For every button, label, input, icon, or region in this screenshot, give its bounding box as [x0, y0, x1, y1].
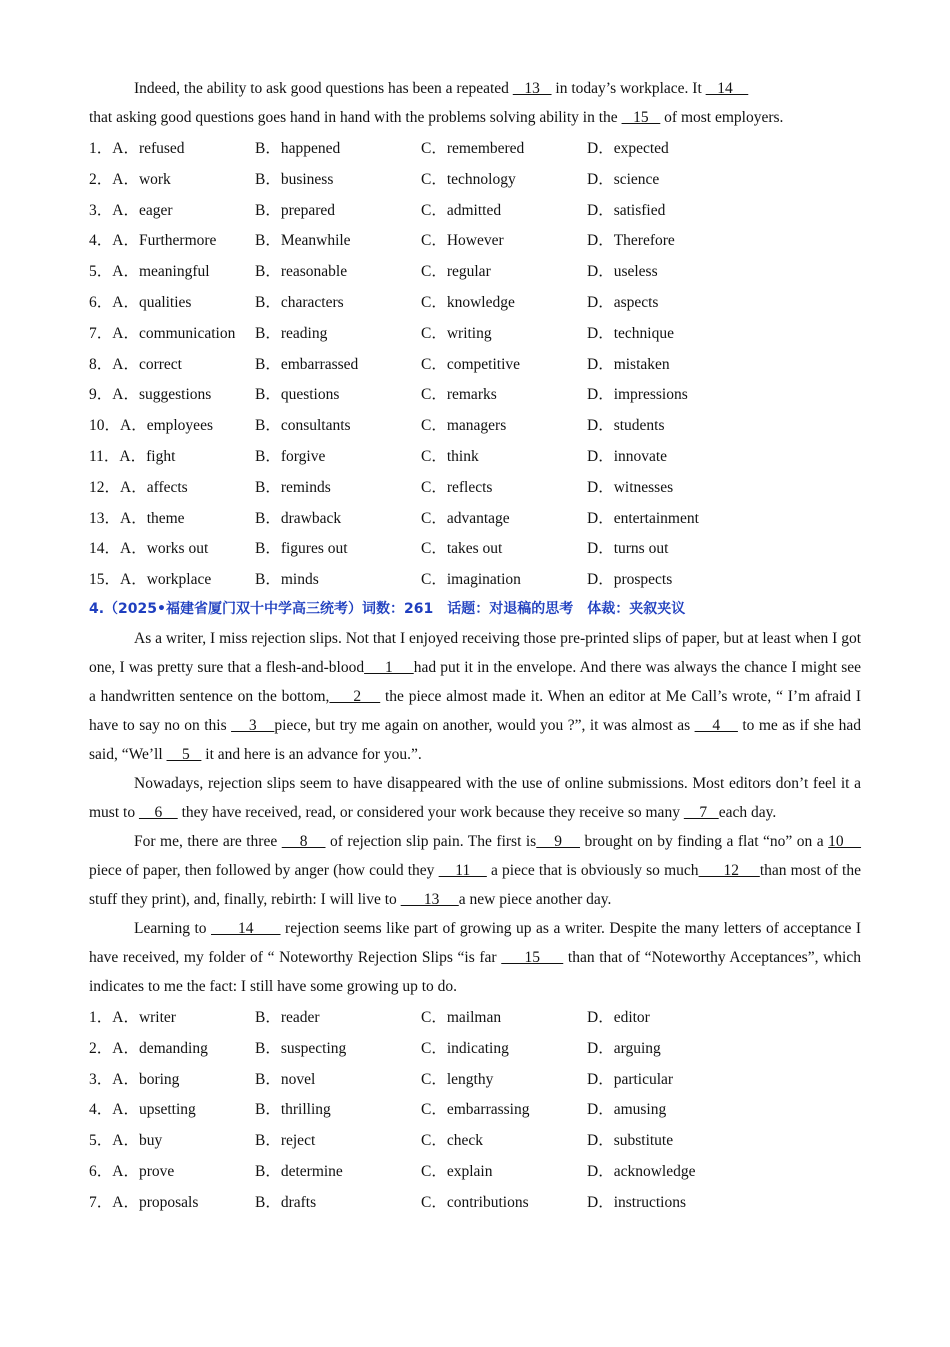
- option-c: C．embarrassing: [421, 1101, 530, 1119]
- option-b: B．determine: [255, 1162, 343, 1180]
- option-row: [89, 1065, 861, 1096]
- passage-text: As a writer, I miss rejection slips. Not that I enjoyed receiving those pre-printed slips of paper, but at least when I got one, I was pretty sure that a flesh-and-blood: [89, 629, 861, 676]
- passage-text: that asking good questions goes hand in hand with the problems solving ability in the: [89, 109, 622, 126]
- passage-text: Nowadays, rejection slips seem to have disappeared with the use of online submissions. Most editors don’t feel it a must to: [89, 774, 861, 821]
- option-c: C．technology: [421, 170, 516, 188]
- answer-blank: 10: [828, 832, 862, 850]
- answer-blank: 13: [512, 80, 552, 97]
- option-d: D．innovate: [587, 447, 668, 465]
- passage-text: piece of paper, then followed by anger (how could they: [89, 861, 439, 879]
- option-b: B．reasonable: [255, 263, 348, 281]
- option-row: [89, 473, 861, 504]
- option-a: 15．A．workplace: [89, 571, 212, 589]
- option-c: C．lengthy: [421, 1070, 494, 1088]
- passage-text: the piece almost made it. When an editor at Me Call’s wrote, “ I’m afraid I have to say no on this: [89, 687, 861, 734]
- option-d: D．witnesses: [587, 478, 674, 496]
- option-b: B．drawback: [255, 509, 342, 527]
- option-a: 14．A．works out: [89, 540, 209, 558]
- option-a: 12．A．affects: [89, 478, 188, 496]
- option-b: B．reading: [255, 324, 328, 342]
- option-a: 10．A．employees: [89, 417, 213, 435]
- answer-blank: 5: [166, 745, 202, 763]
- passage-text: each day.: [718, 803, 777, 821]
- answer-blank: 15: [621, 109, 661, 126]
- option-row: [89, 1095, 861, 1126]
- answer-blank: 2: [329, 687, 381, 705]
- answer-blank: 12: [698, 861, 760, 879]
- option-d: D．instructions: [587, 1193, 687, 1211]
- option-row: [89, 411, 861, 442]
- option-d: D．students: [587, 417, 665, 435]
- option-a: 1．A．writer: [89, 1008, 176, 1026]
- passage-text: a piece that is obviously so much: [486, 861, 699, 879]
- option-b: B．thrilling: [255, 1101, 331, 1119]
- option-c: C．imagination: [421, 571, 521, 589]
- option-d: D．technique: [587, 324, 674, 342]
- option-c: C．advantage: [421, 509, 510, 527]
- option-a: 2．A．demanding: [89, 1039, 208, 1057]
- option-row: [89, 196, 861, 227]
- passage-text: brought on by finding a flat “no” on a: [579, 832, 829, 850]
- option-b: B．happened: [255, 140, 341, 157]
- option-b: B．forgive: [255, 447, 326, 465]
- option-c: C．competitive: [421, 355, 521, 373]
- option-row: [89, 442, 861, 473]
- option-c: C．regular: [421, 263, 491, 281]
- option-row: [89, 350, 861, 381]
- option-row: [89, 534, 861, 565]
- option-d: D．Therefore: [587, 232, 675, 250]
- option-c: C．takes out: [421, 540, 503, 558]
- option-b: B．drafts: [255, 1193, 317, 1211]
- option-b: B．minds: [255, 571, 319, 589]
- passage-text: of rejection slip pain. The first is: [325, 832, 537, 850]
- option-row: [89, 257, 861, 288]
- answer-blank: 11: [438, 861, 487, 879]
- option-row: [89, 319, 861, 350]
- option-row: [89, 134, 861, 165]
- option-d: D．mistaken: [587, 355, 670, 373]
- option-a: 5．A．buy: [89, 1132, 163, 1150]
- option-d: D．expected: [587, 140, 669, 157]
- option-d: D．prospects: [587, 571, 673, 589]
- option-a: 1．A．refused: [89, 140, 185, 157]
- option-b: B．prepared: [255, 201, 336, 219]
- option-row: [89, 1034, 861, 1065]
- passage-text: of most employers.: [660, 109, 784, 126]
- paragraph: [89, 624, 861, 769]
- option-row: [89, 1157, 861, 1188]
- option-b: B．figures out: [255, 540, 348, 558]
- paragraph: [89, 827, 861, 914]
- option-row: [89, 165, 861, 196]
- paragraph: [89, 769, 861, 827]
- option-c: C．writing: [421, 324, 492, 342]
- option-c: C．reflects: [421, 478, 493, 496]
- option-row: [89, 1188, 861, 1219]
- option-b: B．reminds: [255, 478, 331, 496]
- option-b: B．embarrassed: [255, 355, 359, 373]
- option-c: C．think: [421, 447, 479, 465]
- option-c: C．explain: [421, 1162, 493, 1180]
- passage-text: they have received, read, or considered your work because they receive so many: [177, 803, 684, 821]
- option-d: D．useless: [587, 263, 658, 281]
- option-c: C．contributions: [421, 1193, 529, 1211]
- option-c: C．managers: [421, 417, 507, 435]
- answer-blank: 14: [705, 80, 749, 97]
- option-d: D．science: [587, 170, 660, 188]
- option-row: [89, 1126, 861, 1157]
- option-d: D．particular: [587, 1070, 674, 1088]
- passage-text: rejection seems like part of growing up as a writer. Despite the many letters of acceptance I have received, my folder of “ Noteworthy Rejection Slips “is far: [89, 919, 862, 966]
- option-c: C．However: [421, 232, 504, 250]
- option-row: [89, 226, 861, 257]
- option-c: C．remarks: [421, 386, 497, 404]
- answer-blank: 15: [501, 948, 564, 966]
- option-c: C．knowledge: [421, 293, 515, 311]
- option-a: 2．A．work: [89, 170, 171, 188]
- option-a: 8．A．correct: [89, 355, 182, 373]
- passage-text: in today’s workplace. It: [551, 80, 706, 97]
- option-a: 6．A．prove: [89, 1162, 175, 1180]
- passage-3-line-2: [89, 103, 861, 132]
- question-4-heading: 4.（2025•福建省厦门双十中学高三统考）词数：261 话题：对退稿的思考 体裁：夹叙夹议: [89, 600, 686, 617]
- passage-text: than that of “Noteworthy Acceptances”, which indicates to me the fact: I still have some growing up to do.: [89, 948, 861, 995]
- passage-3-line-1: [89, 74, 861, 103]
- option-a: 3．A．boring: [89, 1070, 180, 1088]
- option-d: D．satisfied: [587, 201, 666, 219]
- passage-text: it and here is an advance for you.”.: [201, 745, 422, 763]
- answer-blank: 1: [364, 658, 414, 676]
- option-row: [89, 504, 861, 535]
- option-row: [89, 565, 861, 596]
- option-d: D．impressions: [587, 386, 688, 404]
- option-d: D．amusing: [587, 1101, 667, 1119]
- option-c: C．mailman: [421, 1008, 502, 1026]
- option-a: 9．A．suggestions: [89, 386, 212, 404]
- passage-3-text: [89, 74, 861, 132]
- option-a: 5．A．meaningful: [89, 263, 210, 281]
- option-b: B．Meanwhile: [255, 232, 351, 250]
- option-c: C．check: [421, 1132, 483, 1150]
- answer-blank: 14: [211, 919, 281, 937]
- option-a: 4．A．Furthermore: [89, 232, 217, 250]
- option-b: B．characters: [255, 293, 344, 311]
- option-row: [89, 1003, 861, 1034]
- options-list-3: [89, 134, 861, 596]
- passage-text: to me as if she had said, “We’ll: [89, 716, 862, 763]
- answer-blank: 6: [138, 803, 178, 821]
- option-c: C．remembered: [421, 140, 525, 157]
- passage-text: For me, there are three: [134, 832, 282, 850]
- answer-blank: 8: [281, 832, 326, 850]
- answer-blank: 9: [536, 832, 580, 850]
- passage-text: had put it in the envelope. And there was always the chance I might see a handwritten sentence on the bottom,: [89, 658, 862, 705]
- answer-blank: 13: [400, 890, 459, 908]
- option-b: B．questions: [255, 386, 340, 404]
- option-c: C．indicating: [421, 1039, 509, 1057]
- option-c: C．admitted: [421, 201, 502, 219]
- option-d: D．entertainment: [587, 509, 699, 527]
- answer-blank: 3: [231, 716, 275, 734]
- document-page: [89, 74, 861, 1219]
- option-b: B．business: [255, 170, 334, 188]
- option-d: D．substitute: [587, 1132, 674, 1150]
- option-d: D．aspects: [587, 293, 659, 311]
- option-d: D．acknowledge: [587, 1162, 696, 1180]
- option-d: D．turns out: [587, 540, 669, 558]
- passage-text: than most of the stuff they print), and, finally, rebirth: I will live to: [89, 861, 861, 908]
- option-a: 6．A．qualities: [89, 293, 192, 311]
- option-a: 4．A．upsetting: [89, 1101, 196, 1119]
- answer-blank: 7: [683, 803, 719, 821]
- option-a: 13．A．theme: [89, 509, 185, 527]
- option-b: B．suspecting: [255, 1039, 347, 1057]
- option-a: 7．A．proposals: [89, 1193, 199, 1211]
- option-row: [89, 380, 861, 411]
- option-a: 3．A．eager: [89, 201, 173, 219]
- answer-blank: 4: [694, 716, 738, 734]
- option-d: D．editor: [587, 1008, 650, 1026]
- option-b: B．consultants: [255, 417, 351, 435]
- option-b: B．reader: [255, 1008, 320, 1026]
- options-list-4: [89, 1003, 861, 1219]
- paragraph: [89, 914, 861, 1001]
- option-row: [89, 288, 861, 319]
- passage-text: Learning to: [134, 919, 212, 937]
- option-a: 11．A．fight: [89, 447, 176, 465]
- passage-4-text: [89, 624, 861, 1001]
- option-a: 7．A．communication: [89, 324, 236, 342]
- passage-text: Indeed, the ability to ask good questions has been a repeated: [134, 80, 513, 97]
- passage-text: a new piece another day.: [458, 890, 612, 908]
- passage-text: piece, but try me again on another, would you ?”, it was almost as: [274, 716, 695, 734]
- option-b: B．reject: [255, 1132, 316, 1150]
- option-d: D．arguing: [587, 1039, 661, 1057]
- option-b: B．novel: [255, 1070, 316, 1088]
